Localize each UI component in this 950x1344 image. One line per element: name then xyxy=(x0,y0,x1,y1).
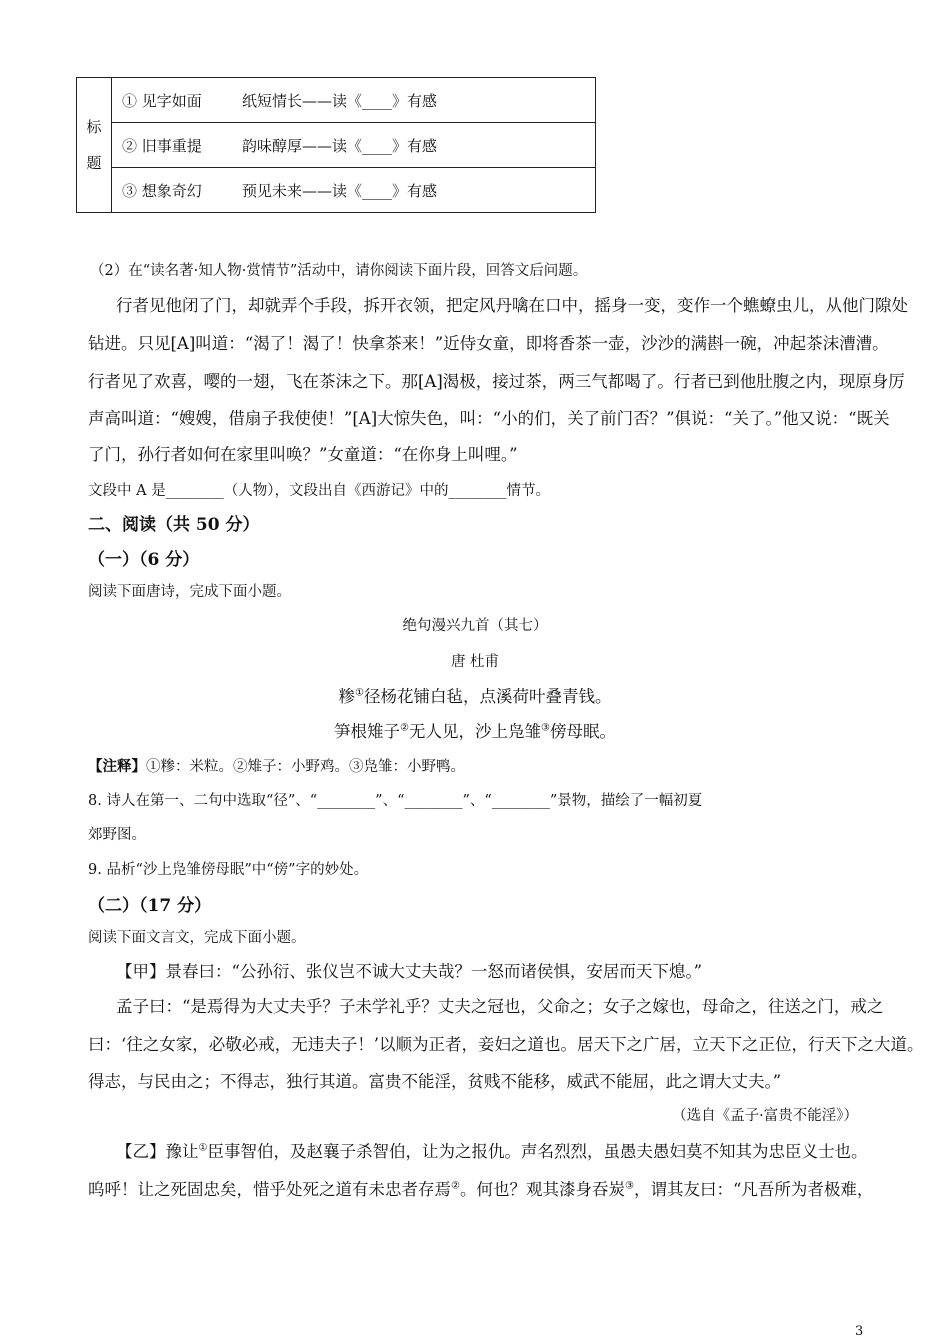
q8-line: 郊野图。 xyxy=(88,827,146,843)
classical-line: 曰：‘往之女家，必敬必戒，无违夫子！’以顺为正者，妾妇之道也。居天下之广居，立天下之正位，行天下之大道。 xyxy=(88,1035,924,1054)
table-label-char: 题 xyxy=(86,154,102,172)
passage-line: 行者见了欢喜，嘤的一翅，飞在茶沫之下。那[A]渴极，接过茶，两三气都喝了。行者已到他肚腹之内，现原身厉 xyxy=(88,372,905,391)
poem-notes: 【注释】①糁：米粒。②雉子：小野鸡。③凫雏：小野鸭。 xyxy=(88,758,465,775)
table-row xyxy=(112,123,596,168)
source-citation: （选自《孟子·富贵不能淫》） xyxy=(672,1108,858,1124)
q8-line: 8. 诗人在第一、二句中选取“径”、“________”、“________”、“________”景物，描绘了一幅初夏 xyxy=(88,793,703,809)
yi-text-line: 【乙】豫让①臣事智伯，及赵襄子杀智伯，让为之报仇。声名烈烈，虽愚夫愚妇莫不知其为忠臣义士也。 xyxy=(116,1142,868,1161)
part1-intro: 阅读下面唐诗，完成下面小题。 xyxy=(88,584,291,600)
row-left: ① 见字如面 xyxy=(122,91,202,110)
table-label xyxy=(77,78,112,213)
poem-line-2: 笋根雉子②无人见，沙上凫雏③傍母眠。 xyxy=(334,722,616,741)
section-title: 二、阅读（共 50 分） xyxy=(88,515,260,535)
classical-line: 孟子曰：“是焉得为大丈夫乎？子未学礼乎？丈夫之冠也，父命之；女子之嫁也，母命之，往送之门，戒之 xyxy=(116,997,884,1016)
q2-question: 文段中 A 是________（人物），文段出自《西游记》中的________情节。 xyxy=(88,483,550,499)
passage-line: 钻进。只见[A]叫道：“渴了！渴了！快拿茶来！”近侍女童，即将香茶一壶，沙沙的满斟一碗，冲起茶沫漕漕。 xyxy=(88,334,889,353)
row-right: 韵味醇厚——读《____》有感 xyxy=(242,136,438,155)
title-options-table xyxy=(76,77,596,213)
part2-intro: 阅读下面文言文，完成下面小题。 xyxy=(88,930,306,946)
classical-line: 得志，与民由之；不得志，独行其道。富贵不能淫，贫贱不能移，威武不能屈，此之谓大丈夫。” xyxy=(88,1072,782,1091)
row-left: ③ 想象奇幻 xyxy=(122,181,202,200)
jia-text: 【甲】景春曰：“公孙衍、张仪岂不诚大丈夫哉？一怒而诸侯惧，安居而天下熄。” xyxy=(116,962,703,981)
yi-text-line: 呜呼！让之死固忠矣，惜乎处死之道有未忠者存焉②。何也？观其漆身吞炭③，谓其友曰：“凡吾所为者极难， xyxy=(88,1180,874,1199)
q9: 9. 品析“沙上凫雏傍母眠”中“傍”字的妙处。 xyxy=(88,862,369,878)
q2-intro: （2）在“读名著·知人物·赏情节”活动中，请你阅读下面片段，回答文后问题。 xyxy=(90,263,588,279)
poem-line-1: 糁①径杨花铺白毡，点溪荷叶叠青钱。 xyxy=(338,687,612,706)
table-row xyxy=(112,78,596,123)
table-row xyxy=(112,168,596,213)
passage-line: 行者见他闭了门，却就弄个手段，拆开衣领，把定风丹噙在口中，摇身一变，变作一个蟭蟟虫儿，从他门隙处 xyxy=(116,296,908,315)
part1-title: （一）（6 分） xyxy=(88,550,200,570)
part2-title: （二）（17 分） xyxy=(88,896,212,916)
table-label-char: 标 xyxy=(86,118,102,136)
poem-author: 唐 杜甫 xyxy=(450,654,500,670)
passage-line: 声高叫道：“嫂嫂，借扇子我使使！”[A]大惊失色，叫：“小的们，关了前门否？”俱说：“关了。”他又说：“既关 xyxy=(88,409,890,428)
row-right: 纸短情长——读《____》有感 xyxy=(242,91,438,110)
row-right: 预见未来——读《____》有感 xyxy=(242,181,438,200)
passage-line: 了门，孙行者如何在家里叫唤？”女童道：“在你身上叫哩。” xyxy=(88,445,518,464)
row-left: ② 旧事重提 xyxy=(122,136,202,155)
page-number: 3 xyxy=(855,1324,864,1339)
poem-title: 绝句漫兴九首（其七） xyxy=(402,618,548,634)
